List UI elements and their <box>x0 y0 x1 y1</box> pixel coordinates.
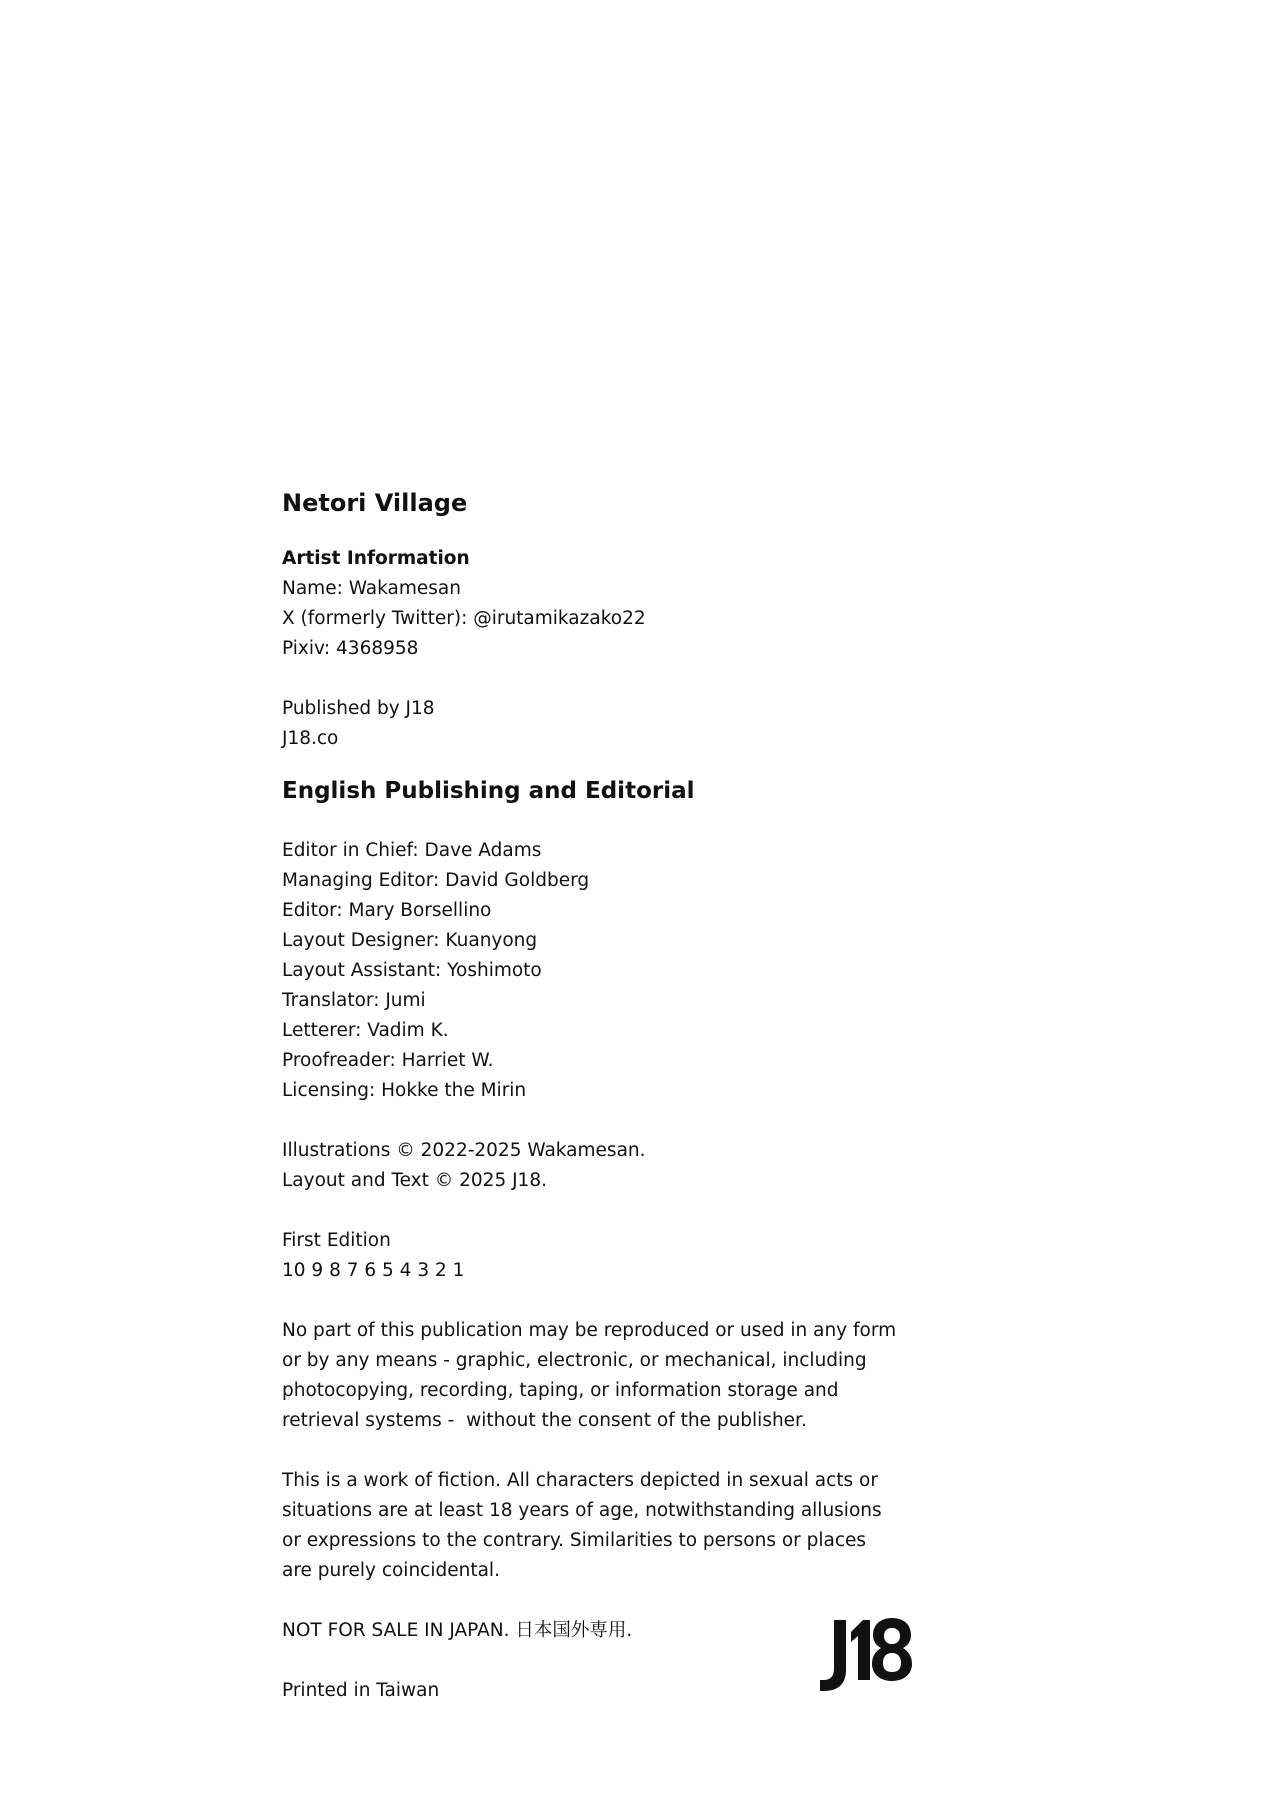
layout-text-copyright: Layout and Text © 2025 J18. <box>282 1170 547 1191</box>
publisher-section <box>282 694 922 754</box>
edition-section <box>282 1226 922 1286</box>
credit-line: Translator: Jumi <box>282 990 426 1011</box>
edition-label: First Edition <box>282 1230 391 1251</box>
copyright-section <box>282 1136 922 1196</box>
credit-line: Editor: Mary Borsellino <box>282 900 492 921</box>
reproduction-line: photocopying, recording, taping, or information storage and <box>282 1380 839 1401</box>
fiction-notice <box>282 1466 922 1586</box>
credit-line: Proofreader: Harriet W. <box>282 1050 494 1071</box>
credit-line: Letterer: Vadim K. <box>282 1020 449 1041</box>
editorial-heading: English Publishing and Editorial <box>282 778 695 804</box>
fiction-line: situations are at least 18 years of age, notwithstanding allusions <box>282 1500 882 1521</box>
j18-logo <box>820 1618 912 1693</box>
spacer <box>282 664 922 694</box>
credit-line: Licensing: Hokke the Mirin <box>282 1080 527 1101</box>
j18-logo-mark <box>820 1618 912 1693</box>
illustrations-copyright: Illustrations © 2022-2025 Wakamesan. <box>282 1140 646 1161</box>
publisher-website: J18.co <box>282 728 339 749</box>
spacer <box>282 754 922 776</box>
published-by: Published by J18 <box>282 698 435 719</box>
fiction-line: or expressions to the contrary. Similarities to persons or places <box>282 1530 867 1551</box>
book-title: Netori Village <box>282 489 468 517</box>
spacer <box>282 1436 922 1466</box>
spacer <box>282 1106 922 1136</box>
printed-in: Printed in Taiwan <box>282 1680 440 1701</box>
fiction-line: This is a work of ﬁction. All characters depicted in sexual acts or <box>282 1470 878 1491</box>
artist-info-heading: Artist Information <box>282 548 470 569</box>
spacer <box>282 1196 922 1226</box>
spacer <box>282 1586 922 1616</box>
reproduction-line: retrieval systems - without the consent of the publisher. <box>282 1410 807 1431</box>
fiction-line: are purely coincidental. <box>282 1560 500 1581</box>
credit-line: Layout Assistant: Yoshimoto <box>282 960 542 981</box>
artist-x-account: X (formerly Twitter): @irutamikazako22 <box>282 608 646 629</box>
printing-line: 10 9 8 7 6 5 4 3 2 1 <box>282 1260 465 1281</box>
editorial-credits <box>282 836 922 1106</box>
not-for-sale-notice: NOT FOR SALE IN JAPAN. 日本国外専用. <box>282 1620 633 1641</box>
credit-line: Layout Designer: Kuanyong <box>282 930 538 951</box>
artist-pixiv: Pixiv: 4368958 <box>282 638 419 659</box>
credit-line: Managing Editor: David Goldberg <box>282 870 590 891</box>
artist-name: Name: Wakamesan <box>282 578 461 599</box>
reproduction-notice <box>282 1316 922 1436</box>
artist-info-section <box>282 544 922 664</box>
credit-line: Editor in Chief: Dave Adams <box>282 840 542 861</box>
copyright-page <box>282 488 922 1706</box>
reproduction-line: No part of this publication may be reproduced or used in any form <box>282 1320 897 1341</box>
reproduction-line: or by any means - graphic, electronic, or mechanical, including <box>282 1350 867 1371</box>
spacer <box>282 1286 922 1316</box>
